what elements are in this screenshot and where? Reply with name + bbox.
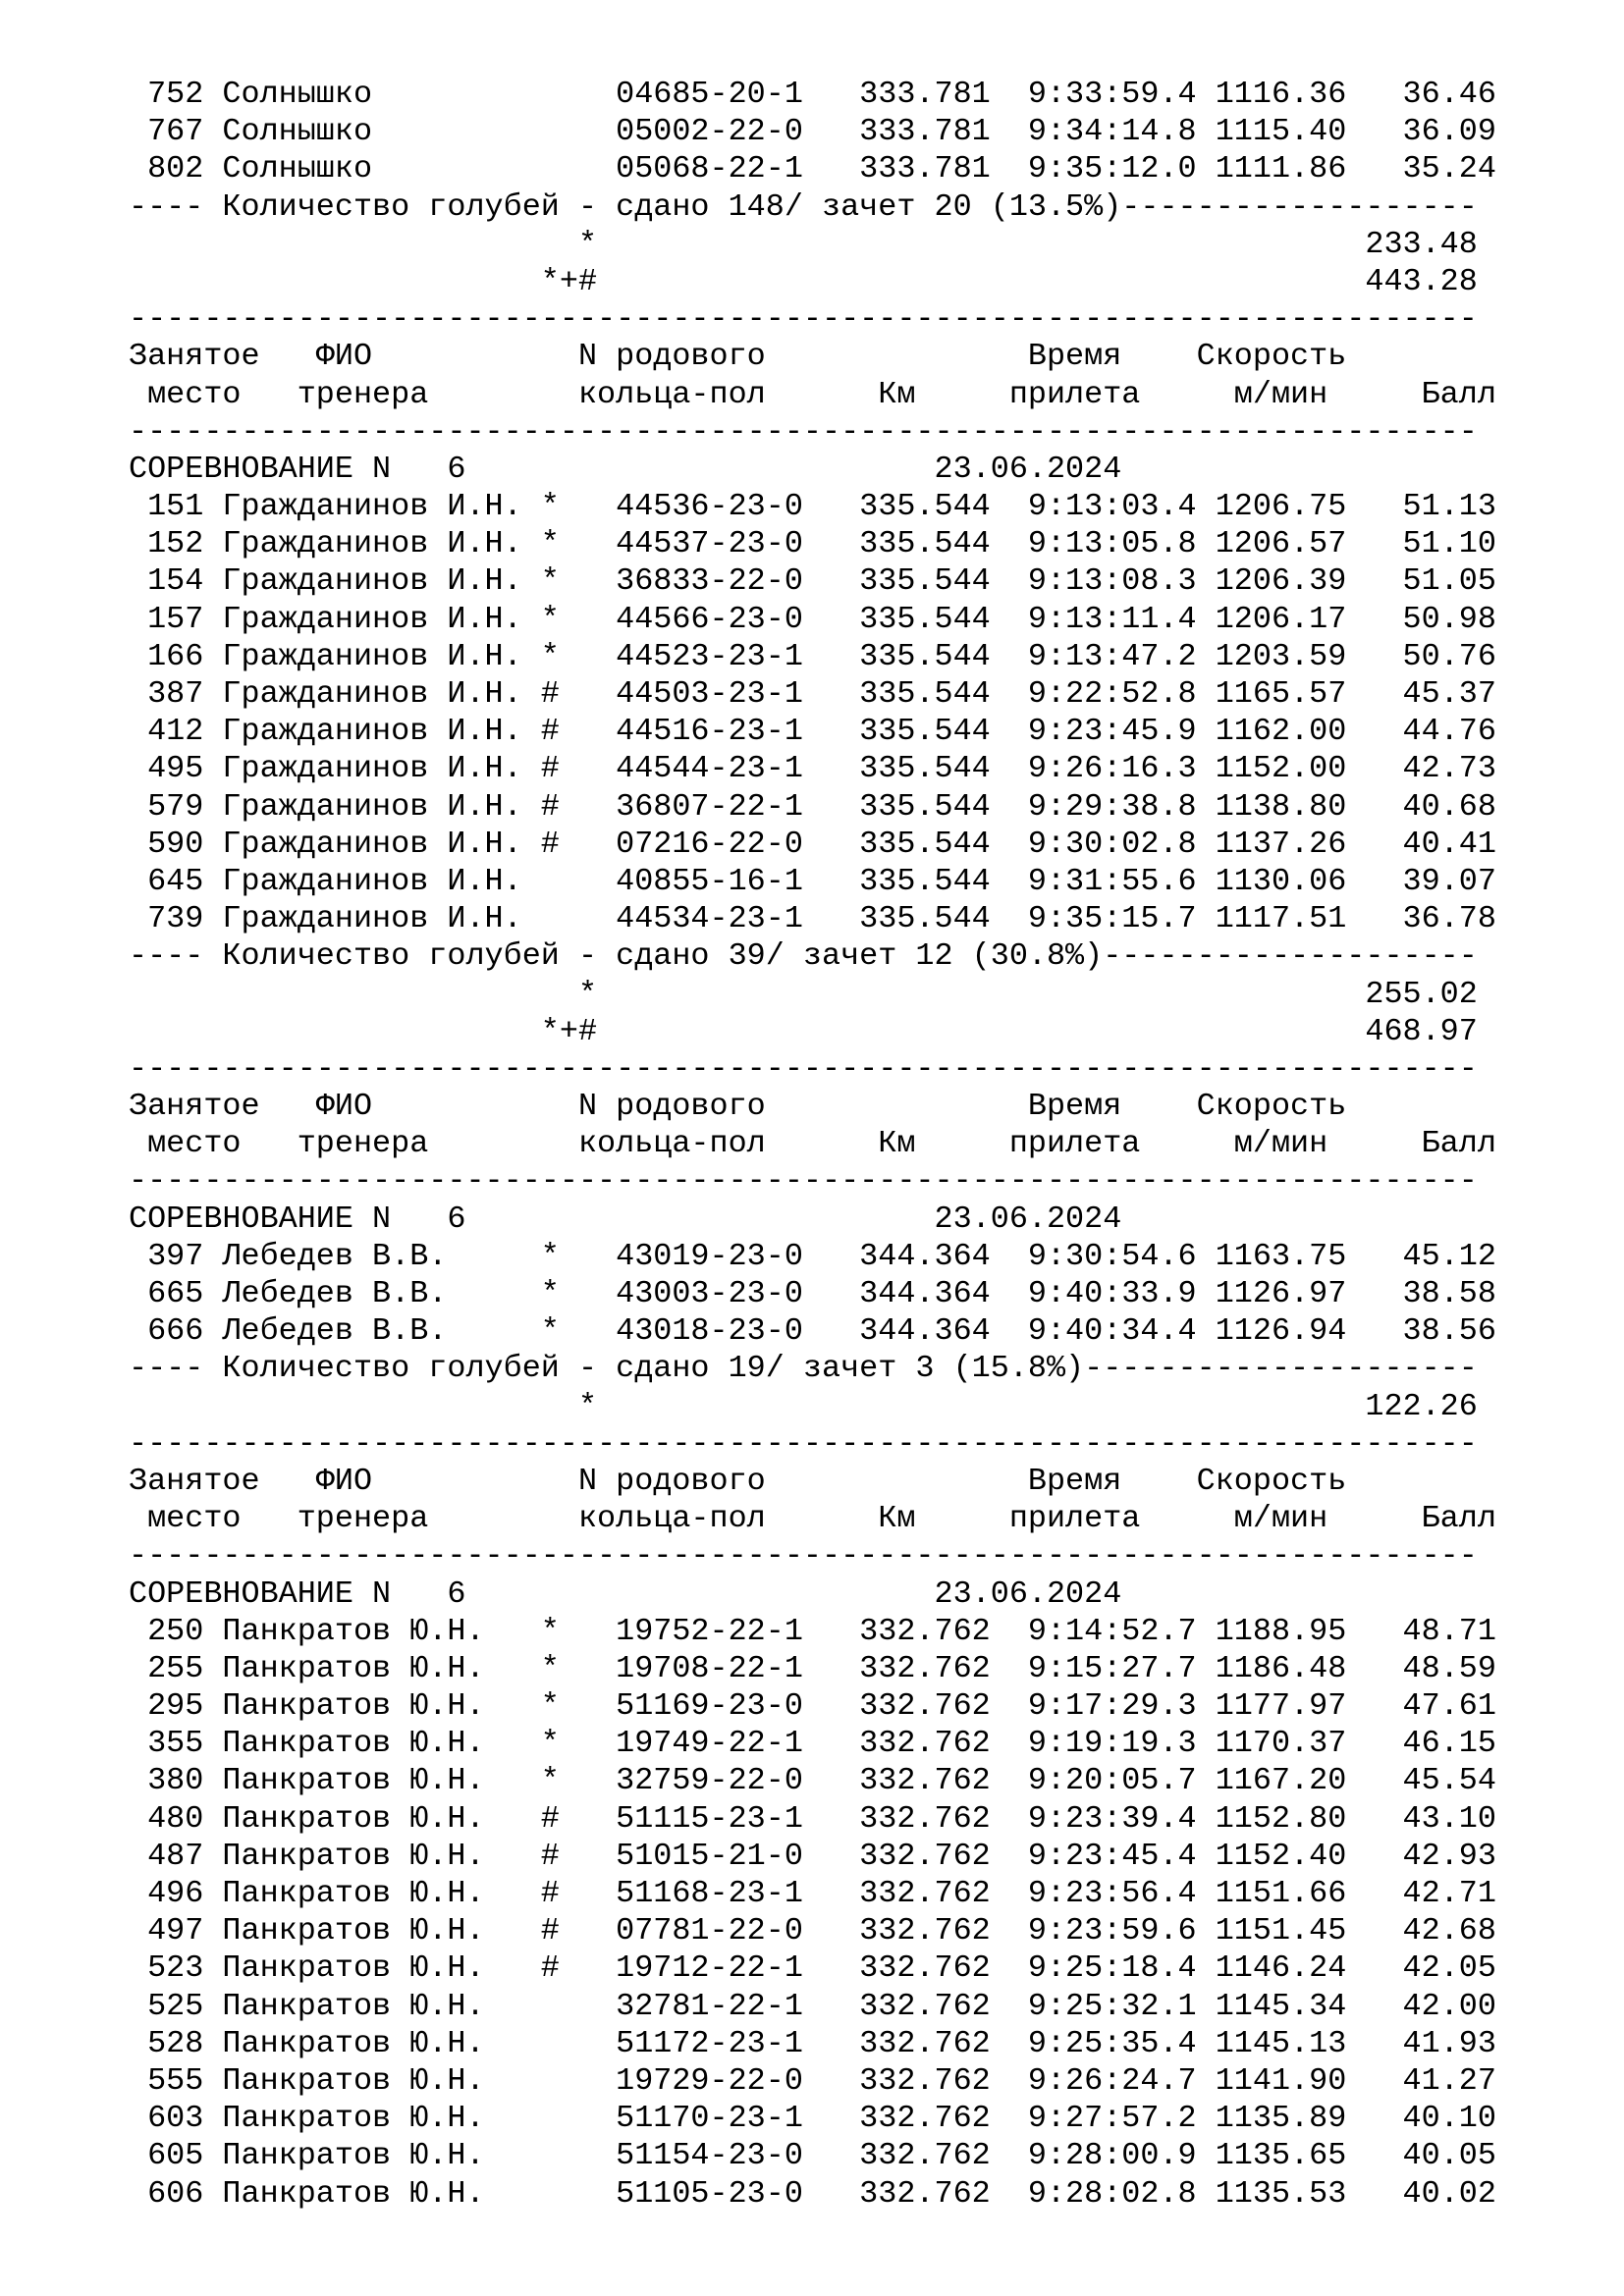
- column-header-line-1: Занятое ФИО N родового Время Скорость: [129, 1089, 1347, 1125]
- column-header-line-2: место тренера кольца-пол Км прилета м/мин Балл: [129, 376, 1496, 412]
- competition-heading: СОРЕВНОВАНИЕ N 6 23.06.2024: [129, 1201, 1122, 1237]
- total-line: * 233.48: [129, 226, 1478, 262]
- result-row: 355 Панкратов Ю.Н. * 19749-22-1 332.762 9:19:19.3 1170.37 46.15: [129, 1726, 1496, 1762]
- result-row: 480 Панкратов Ю.Н. # 51115-23-1 332.762 9:23:39.4 1152.80 43.10: [129, 1800, 1496, 1837]
- result-row: 487 Панкратов Ю.Н. # 51015-21-0 332.762 9:23:45.4 1152.40 42.93: [129, 1838, 1496, 1874]
- competition-heading: СОРЕВНОВАНИЕ N 6 23.06.2024: [129, 1575, 1122, 1612]
- result-row: 255 Панкратов Ю.Н. * 19708-22-1 332.762 9:15:27.7 1186.48 48.59: [129, 1650, 1496, 1686]
- result-row: 752 Солнышко 04685-20-1 333.781 9:33:59.4 1116.36 36.46: [129, 77, 1496, 112]
- column-header-line-1: Занятое ФИО N родового Время Скорость: [129, 339, 1347, 375]
- result-row: 387 Гражданинов И.Н. # 44503-23-1 335.544 9:22:52.8 1165.57 45.37: [129, 676, 1496, 712]
- result-row: 590 Гражданинов И.Н. # 07216-22-0 335.544 9:30:02.8 1137.26 40.41: [129, 826, 1496, 862]
- result-row: 605 Панкратов Ю.Н. 51154-23-0 332.762 9:28:00.9 1135.65 40.05: [129, 2138, 1496, 2174]
- result-row: 151 Гражданинов И.Н. * 44536-23-0 335.544 9:13:03.4 1206.75 51.13: [129, 489, 1496, 525]
- result-row: 525 Панкратов Ю.Н. 32781-22-1 332.762 9:25:32.1 1145.34 42.00: [129, 1988, 1496, 2024]
- result-row: 555 Панкратов Ю.Н. 19729-22-0 332.762 9:26:24.7 1141.90 41.27: [129, 2062, 1496, 2099]
- total-line: * 122.26: [129, 1388, 1478, 1424]
- result-row: 412 Гражданинов И.Н. # 44516-23-1 335.544 9:23:45.9 1162.00 44.76: [129, 714, 1496, 750]
- result-row: 496 Панкратов Ю.Н. # 51168-23-1 332.762 9:23:56.4 1151.66 42.71: [129, 1876, 1496, 1911]
- result-row: 523 Панкратов Ю.Н. # 19712-22-1 332.762 9:25:18.4 1146.24 42.05: [129, 1950, 1496, 1987]
- result-row: 579 Гражданинов И.Н. # 36807-22-1 335.544 9:29:38.8 1138.80 40.68: [129, 788, 1496, 825]
- result-row: 497 Панкратов Ю.Н. # 07781-22-0 332.762 9:23:59.6 1151.45 42.68: [129, 1913, 1496, 1949]
- result-row: 665 Лебедев В.В. * 43003-23-0 344.364 9:40:33.9 1126.97 38.58: [129, 1276, 1496, 1311]
- summary-line: ---- Количество голубей - сдано 19/ зачет 3 (15.8%)---------------------: [129, 1351, 1478, 1387]
- result-row: 528 Панкратов Ю.Н. 51172-23-1 332.762 9:25:35.4 1145.13 41.93: [129, 2025, 1496, 2061]
- total-line: *+# 443.28: [129, 263, 1478, 299]
- column-header-line-2: место тренера кольца-пол Км прилета м/мин Балл: [129, 1501, 1496, 1537]
- total-line: * 255.02: [129, 976, 1478, 1012]
- separator-line: ------------------------------------------------------------------------: [129, 413, 1478, 450]
- result-row: 152 Гражданинов И.Н. * 44537-23-0 335.544 9:13:05.8 1206.57 51.10: [129, 526, 1496, 562]
- result-row: 495 Гражданинов И.Н. # 44544-23-1 335.544 9:26:16.3 1152.00 42.73: [129, 751, 1496, 787]
- separator-line: ------------------------------------------------------------------------: [129, 301, 1478, 338]
- result-row: 603 Панкратов Ю.Н. 51170-23-1 332.762 9:27:57.2 1135.89 40.10: [129, 2101, 1496, 2137]
- summary-line: ---- Количество голубей - сдано 148/ зачет 20 (13.5%)-------------------: [129, 188, 1478, 225]
- result-row: 739 Гражданинов И.Н. 44534-23-1 335.544 9:35:15.7 1117.51 36.78: [129, 901, 1496, 937]
- result-row: 645 Гражданинов И.Н. 40855-16-1 335.544 9:31:55.6 1130.06 39.07: [129, 863, 1496, 899]
- result-row: 250 Панкратов Ю.Н. * 19752-22-1 332.762 9:14:52.7 1188.95 48.71: [129, 1613, 1496, 1649]
- result-row: 166 Гражданинов И.Н. * 44523-23-1 335.544 9:13:47.2 1203.59 50.76: [129, 638, 1496, 674]
- result-row: 154 Гражданинов И.Н. * 36833-22-0 335.544 9:13:08.3 1206.39 51.05: [129, 563, 1496, 600]
- result-row: 397 Лебедев В.В. * 43019-23-0 344.364 9:30:54.6 1163.75 45.12: [129, 1238, 1496, 1274]
- result-row: 295 Панкратов Ю.Н. * 51169-23-0 332.762 9:17:29.3 1177.97 47.61: [129, 1688, 1496, 1725]
- total-line: *+# 468.97: [129, 1013, 1478, 1049]
- result-row: 666 Лебедев В.В. * 43018-23-0 344.364 9:40:34.4 1126.94 38.56: [129, 1313, 1496, 1350]
- competition-heading: СОРЕВНОВАНИЕ N 6 23.06.2024: [129, 451, 1122, 487]
- separator-line: ------------------------------------------------------------------------: [129, 1538, 1478, 1575]
- result-row: 802 Солнышко 05068-22-1 333.781 9:35:12.0 1111.86 35.24: [129, 151, 1496, 187]
- result-row: 767 Солнышко 05002-22-0 333.781 9:34:14.8 1115.40 36.09: [129, 114, 1496, 150]
- race-results-listing: [129, 76, 1496, 2213]
- summary-line: ---- Количество голубей - сдано 39/ зачет 12 (30.8%)--------------------: [129, 938, 1478, 975]
- column-header-line-2: место тренера кольца-пол Км прилета м/мин Балл: [129, 1126, 1496, 1162]
- result-row: 380 Панкратов Ю.Н. * 32759-22-0 332.762 9:20:05.7 1167.20 45.54: [129, 1763, 1496, 1799]
- separator-line: ------------------------------------------------------------------------: [129, 1425, 1478, 1462]
- result-row: 157 Гражданинов И.Н. * 44566-23-0 335.544 9:13:11.4 1206.17 50.98: [129, 601, 1496, 637]
- separator-line: ------------------------------------------------------------------------: [129, 1163, 1478, 1200]
- separator-line: ------------------------------------------------------------------------: [129, 1050, 1478, 1087]
- column-header-line-1: Занятое ФИО N родового Время Скорость: [129, 1463, 1347, 1499]
- result-row: 606 Панкратов Ю.Н. 51105-23-0 332.762 9:28:02.8 1135.53 40.02: [129, 2175, 1496, 2212]
